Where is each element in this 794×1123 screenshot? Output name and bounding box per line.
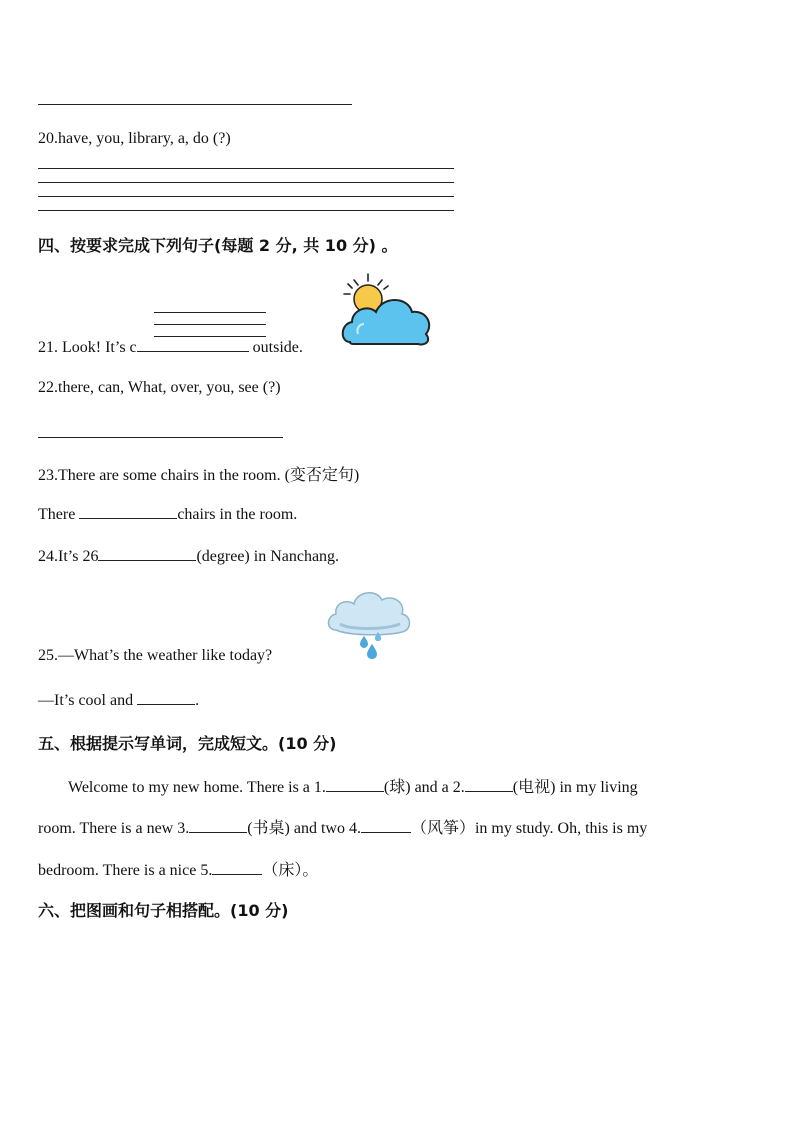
blank-3[interactable] (189, 818, 247, 833)
q23-answer-suffix: chairs in the room. (177, 506, 298, 523)
passage-text: (书桌) and two 4. (247, 820, 361, 837)
answer-line-20c[interactable] (38, 196, 454, 197)
question-20: 20.have, you, library, a, do (?) (38, 130, 231, 147)
q21-blank-line-a (154, 312, 266, 313)
blank-5[interactable] (212, 860, 262, 875)
q21-blank[interactable] (137, 337, 249, 352)
q21-suffix: outside. (248, 339, 303, 356)
section-5-heading: 五、根据提示写单词，完成短文。(10 分) (38, 734, 337, 753)
passage-text: (球) and a 2. (383, 779, 465, 796)
answer-line-20b[interactable] (38, 182, 454, 183)
passage-text: Welcome to my new home. There is a 1. (68, 779, 326, 796)
q21-blank-line-b (154, 324, 266, 325)
q25-answer-suffix: . (195, 692, 200, 709)
passage-text: （风筝）in my study. Oh, this is my (410, 820, 648, 837)
answer-line-19 (38, 104, 352, 105)
question-23-answer (38, 504, 297, 524)
q25-blank[interactable] (137, 690, 195, 705)
blank-1[interactable] (326, 777, 384, 792)
passage-line-1 (68, 774, 638, 797)
answer-line-20d[interactable] (38, 210, 454, 211)
blank-4[interactable] (361, 818, 411, 833)
question-23: 23.There are some chairs in the room. (变否定句) (38, 467, 360, 484)
passage-text: （床）。 (262, 862, 319, 879)
section-6-heading: 六、把图画和句子相搭配。(10 分) (38, 901, 289, 920)
question-25-answer (38, 690, 199, 710)
q24-suffix: (degree) in Nanchang. (196, 548, 340, 565)
q23-blank[interactable] (79, 504, 177, 519)
passage-line-3 (38, 857, 318, 880)
passage-text: (电视) in my living (512, 779, 638, 796)
passage-text: room. There is a new 3. (38, 820, 190, 837)
answer-line-22[interactable] (38, 437, 283, 438)
passage-line-2 (38, 815, 647, 838)
question-24 (38, 546, 339, 566)
q24-prefix: 24.It’s 26 (38, 548, 99, 565)
q21-prefix: 21. Look! It’s c (38, 339, 137, 356)
rain-cloud-icon (326, 584, 412, 664)
passage-text: bedroom. There is a nice 5. (38, 862, 213, 879)
q23-answer-prefix: There (38, 506, 80, 523)
answer-line-20a[interactable] (38, 168, 454, 169)
question-21 (38, 337, 303, 357)
question-22: 22.there, can, What, over, you, see (?) (38, 379, 281, 396)
question-25: 25.—What’s the weather like today? (38, 647, 273, 664)
section-4-heading: 四、按要求完成下列句子(每题 2 分, 共 10 分) 。 (38, 236, 398, 255)
q24-blank[interactable] (98, 546, 196, 561)
blank-2[interactable] (465, 777, 513, 792)
partly-sunny-icon (338, 272, 434, 352)
q25-answer-prefix: —It’s cool and (38, 692, 138, 709)
